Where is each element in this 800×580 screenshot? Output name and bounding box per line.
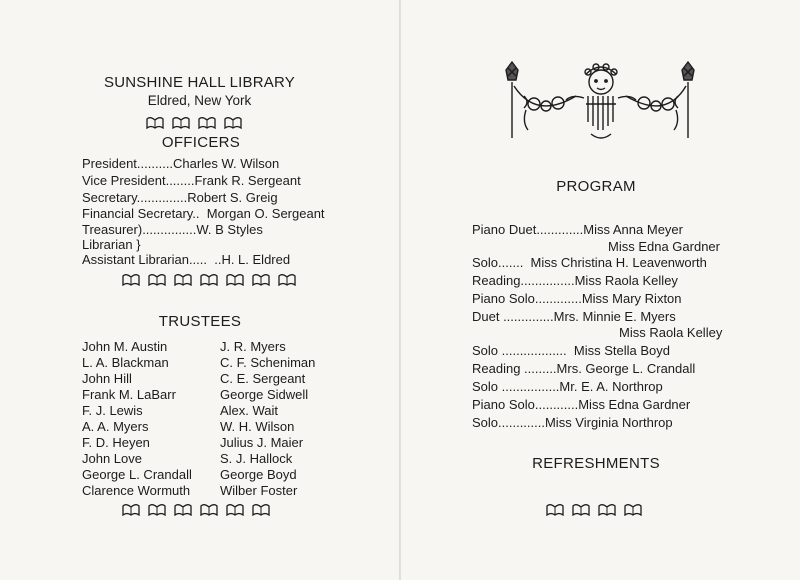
program-line: Miss Raola Kelley [619, 325, 723, 340]
program-heading: PROGRAM [556, 178, 636, 195]
book-ornament-icon [598, 502, 616, 516]
officer-line: Financial Secretary.. Morgan O. Sergeant [82, 206, 325, 221]
ornament-row-4 [546, 502, 642, 516]
trustee-name: George Sidwell [220, 387, 309, 402]
book-ornament-icon [122, 272, 140, 286]
officers-heading: OFFICERS [161, 134, 241, 151]
refreshments-heading: REFRESHMENTS [532, 455, 660, 472]
officer-line: Librarian } [82, 237, 141, 252]
program-line: Piano Solo.............Miss Mary Rixton [472, 291, 682, 306]
book-ornament-icon [572, 502, 590, 516]
trustee-name: F. D. Heyen [82, 435, 150, 450]
trustee-name: John Hill [82, 371, 132, 386]
book-ornament-icon [198, 115, 216, 129]
book-ornament-icon [546, 502, 564, 516]
trustees-column-2 [220, 339, 315, 499]
trustee-name: Clarence Wormuth [82, 483, 191, 498]
officer-line: Treasurer)...............W. B Styles [82, 222, 263, 237]
trustees-heading: TRUSTEES [158, 313, 242, 330]
left-panel [0, 0, 399, 580]
book-ornament-icon [174, 502, 192, 516]
trustee-name: Julius J. Maier [220, 435, 304, 450]
book-ornament-icon [226, 272, 244, 286]
trustee-name: C. E. Sergeant [220, 371, 306, 386]
program-line: Solo .................. Miss Stella Boyd [472, 343, 670, 358]
officer-line: Assistant Librarian..... ..H. L. Eldred [82, 252, 291, 267]
program-line: Piano Duet.............Miss Anna Meyer [472, 222, 683, 237]
library-title: SUNSHINE HALL LIBRARY [104, 74, 295, 91]
trustee-name: George Boyd [220, 467, 297, 482]
book-ornament-icon [278, 272, 296, 286]
program-line: Duet ..............Mrs. Minnie E. Myers [472, 309, 676, 324]
trustee-name: Frank M. LaBarr [82, 387, 176, 402]
book-ornament-icon [172, 115, 190, 129]
trustees-column-1 [82, 339, 192, 499]
right-panel [401, 0, 800, 580]
book-ornament-icon [148, 272, 166, 286]
program-line: Piano Solo............Miss Edna Gardner [472, 397, 691, 412]
program-line: Solo ................Mr. E. A. Northrop [472, 379, 663, 394]
ornament-row-1 [146, 115, 242, 129]
book-ornament-icon [200, 502, 218, 516]
officer-line: Vice President........Frank R. Sergeant [82, 173, 301, 188]
trustee-name: J. R. Myers [220, 339, 286, 354]
program-line: Solo....... Miss Christina H. Leavenworth [472, 255, 707, 270]
book-ornament-icon [252, 272, 270, 286]
trustee-name: F. J. Lewis [82, 403, 143, 418]
book-ornament-icon [226, 502, 244, 516]
ornament-row-3 [122, 502, 270, 516]
officer-line: Secretary..............Robert S. Greig [82, 190, 278, 205]
trustee-name: Wilber Foster [220, 483, 298, 498]
book-ornament-icon [174, 272, 192, 286]
book-ornament-icon [122, 502, 140, 516]
trustee-name: W. H. Wilson [220, 419, 295, 434]
book-ornament-icon [146, 115, 164, 129]
program-line: Miss Edna Gardner [608, 239, 720, 254]
trustee-name: John Love [82, 451, 142, 466]
program-line: Reading .........Mrs. George L. Crandall [472, 361, 696, 376]
trustee-name: S. J. Hallock [220, 451, 293, 466]
pan-figure-garland-vignette [496, 60, 706, 142]
program-line: Reading...............Miss Raola Kelley [472, 273, 678, 288]
trustee-name: A. A. Myers [82, 419, 149, 434]
book-ornament-icon [224, 115, 242, 129]
book-ornament-icon [624, 502, 642, 516]
trustee-name: L. A. Blackman [82, 355, 169, 370]
trustee-name: Alex. Wait [220, 403, 279, 418]
officer-line: President..........Charles W. Wilson [82, 156, 280, 171]
trustee-name: C. F. Scheniman [220, 355, 316, 370]
ornament-row-2 [122, 272, 296, 286]
book-ornament-icon [252, 502, 270, 516]
book-ornament-icon [148, 502, 166, 516]
trustee-name: George L. Crandall [82, 467, 192, 482]
book-ornament-icon [200, 272, 218, 286]
library-location: Eldred, New York [147, 93, 252, 108]
trustee-name: John M. Austin [82, 339, 168, 354]
program-line: Solo.............Miss Virginia Northrop [472, 415, 673, 430]
